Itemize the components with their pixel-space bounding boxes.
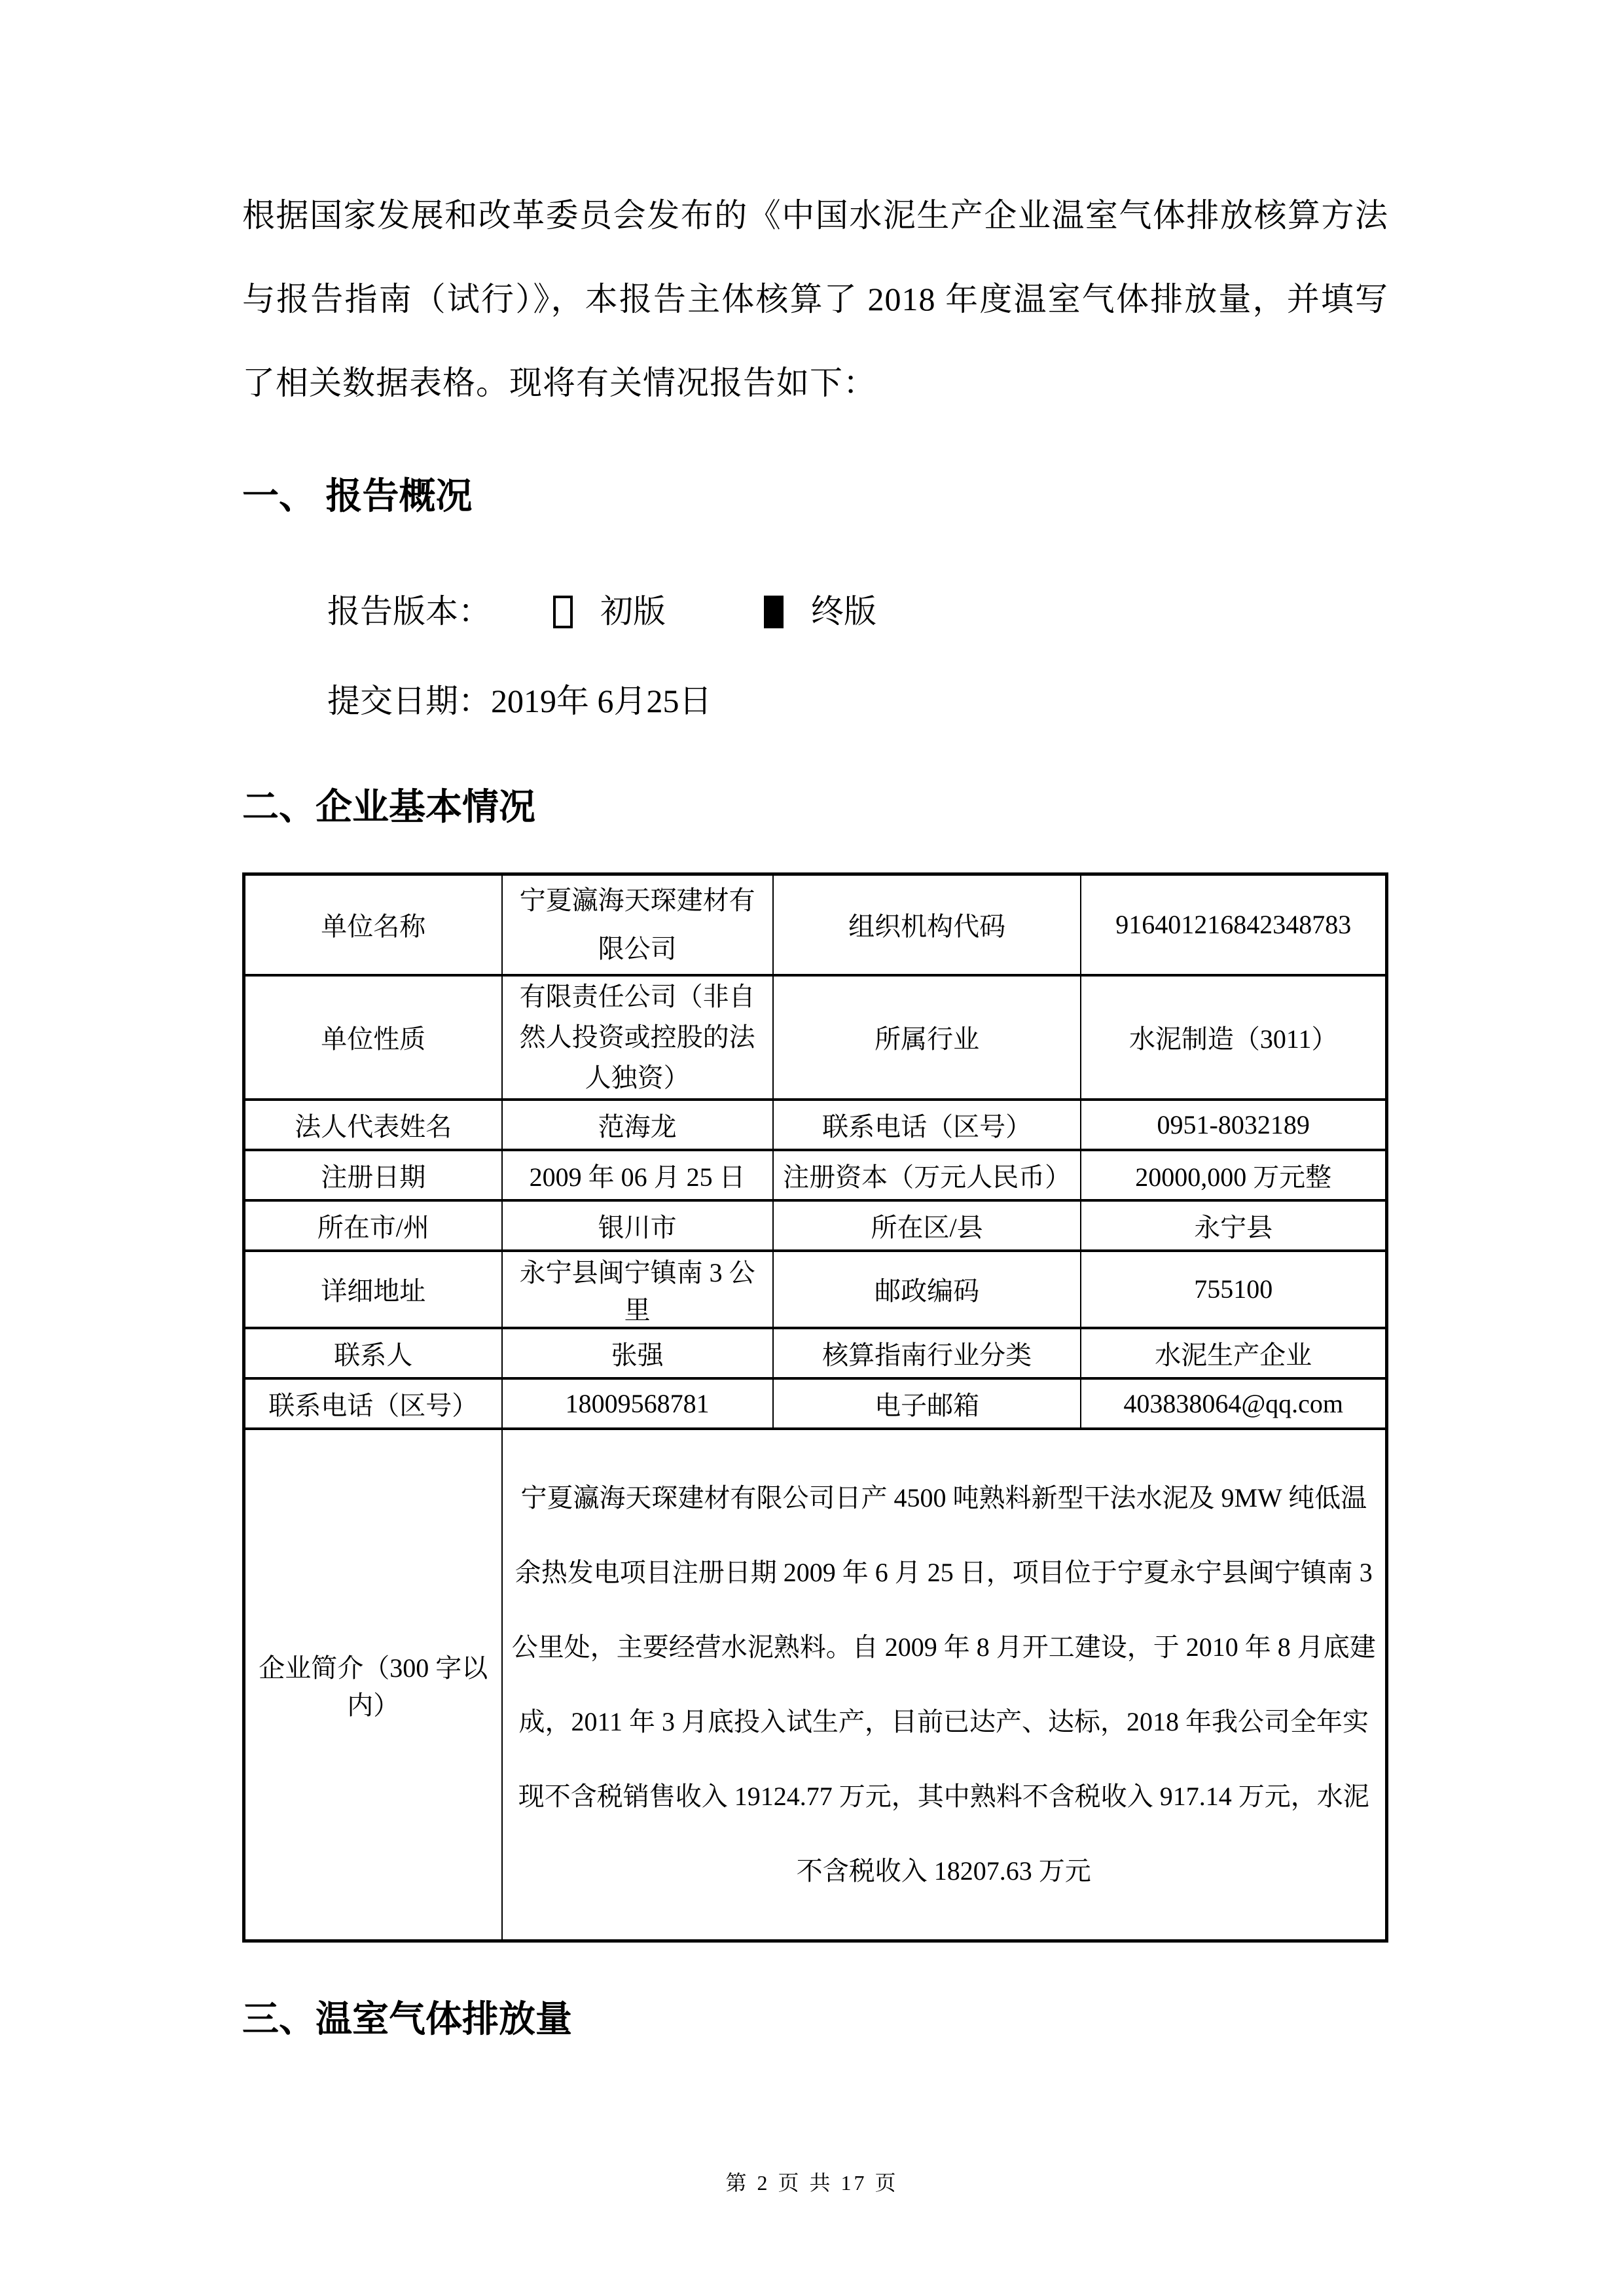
table-row xyxy=(244,1251,1387,1328)
cell-value-company-type: 有限责任公司（非自然人投资或控股的法人独资） xyxy=(502,975,773,1100)
section-heading-report-overview: 一、 报告概况 xyxy=(242,475,473,516)
table-row xyxy=(244,1378,1387,1429)
cell-value-address: 永宁县闽宁镇南 3 公里 xyxy=(502,1251,773,1328)
checkbox-final-version-label: 终版 xyxy=(811,593,876,630)
cell-value-email: 403838064@qq.com xyxy=(1081,1378,1386,1429)
table-row xyxy=(244,874,1387,975)
submit-date-value: 2019年 6月25日 xyxy=(491,683,712,720)
cell-value-mobile: 18009568781 xyxy=(502,1378,773,1429)
cell-label-contact-phone-area: 联系电话（区号） xyxy=(773,1100,1081,1150)
table-row xyxy=(244,975,1387,1100)
table-row xyxy=(244,1200,1387,1251)
company-info-table xyxy=(242,872,1388,1943)
checkbox-initial-version[interactable] xyxy=(553,596,573,628)
page-footer: 第 2 页 共 17 页 xyxy=(725,2171,899,2195)
cell-label-postcode: 邮政编码 xyxy=(773,1251,1081,1328)
section-heading-emissions: 三、温室气体排放量 xyxy=(242,1998,572,2039)
report-version-label: 报告版本： xyxy=(327,593,491,630)
cell-value-contact-person: 张强 xyxy=(502,1328,773,1378)
report-version-line xyxy=(327,587,1388,636)
checkbox-initial-version-label: 初版 xyxy=(600,593,666,630)
table-row-company-profile xyxy=(244,1429,1387,1941)
cell-value-guide-category: 水泥生产企业 xyxy=(1081,1328,1386,1378)
submit-date-label: 提交日期： xyxy=(327,683,491,720)
cell-label-address: 详细地址 xyxy=(244,1251,502,1328)
cell-value-company-name: 宁夏瀛海天琛建材有限公司 xyxy=(502,874,773,975)
section-heading-company-info: 二、企业基本情况 xyxy=(242,786,535,828)
cell-label-district: 所在区/县 xyxy=(773,1200,1081,1251)
cell-label-register-date: 注册日期 xyxy=(244,1150,502,1200)
cell-value-district: 永宁县 xyxy=(1081,1200,1386,1251)
cell-label-mobile: 联系电话（区号） xyxy=(244,1378,502,1429)
cell-label-register-capital: 注册资本（万元人民币） xyxy=(773,1150,1081,1200)
cell-label-company-name: 单位名称 xyxy=(244,874,502,975)
cell-value-company-profile: 宁夏瀛海天琛建材有限公司日产 4500 吨熟料新型干法水泥及 9MW 纯低温余热发电项目注册日期 2009 年 6 月 25 日，项目位于宁夏永宁县闽宁镇南 3 公里处，主要经营水泥熟料。自 2009 年 8 月开工建设，于 2010 年 8 月底建成，2011 年 3 月底投入试生产，目前已达产、达标，2018 年我公司全年实现不含税销售收入 19124.77 万元，其中熟料不含税收入 917.14 万元，水泥不含税收入 18207.63 万元 xyxy=(502,1429,1387,1941)
cell-value-register-date: 2009 年 06 月 25 日 xyxy=(502,1150,773,1200)
cell-label-city: 所在市/州 xyxy=(244,1200,502,1251)
cell-label-email: 电子邮箱 xyxy=(773,1378,1081,1429)
cell-label-industry: 所属行业 xyxy=(773,975,1081,1100)
submit-date-line xyxy=(327,677,1388,726)
cell-label-org-code: 组织机构代码 xyxy=(773,874,1081,975)
table-row xyxy=(244,1100,1387,1150)
cell-value-legal-rep: 范海龙 xyxy=(502,1100,773,1150)
intro-paragraph: 根据国家发展和改革委员会发布的《中国水泥生产企业温室气体排放核算方法与报告指南（试行）》，本报告主体核算了 2018 年度温室气体排放量，并填写了相关数据表格。现将有关情况报告如下： xyxy=(242,197,1388,401)
cell-value-industry: 水泥制造（3011） xyxy=(1081,975,1386,1100)
cell-value-org-code: 916401216842348783 xyxy=(1081,874,1386,975)
cell-label-contact-person: 联系人 xyxy=(244,1328,502,1378)
checkbox-final-version[interactable] xyxy=(764,596,784,628)
cell-value-city: 银川市 xyxy=(502,1200,773,1251)
cell-value-contact-phone-area: 0951-8032189 xyxy=(1081,1100,1386,1150)
cell-value-register-capital: 20000,000 万元整 xyxy=(1081,1150,1386,1200)
table-row xyxy=(244,1328,1387,1378)
cell-label-legal-rep: 法人代表姓名 xyxy=(244,1100,502,1150)
cell-label-company-profile: 企业简介（300 字以内） xyxy=(244,1429,502,1941)
table-row xyxy=(244,1150,1387,1200)
cell-value-postcode: 755100 xyxy=(1081,1251,1386,1328)
cell-label-company-type: 单位性质 xyxy=(244,975,502,1100)
cell-label-guide-category: 核算指南行业分类 xyxy=(773,1328,1081,1378)
